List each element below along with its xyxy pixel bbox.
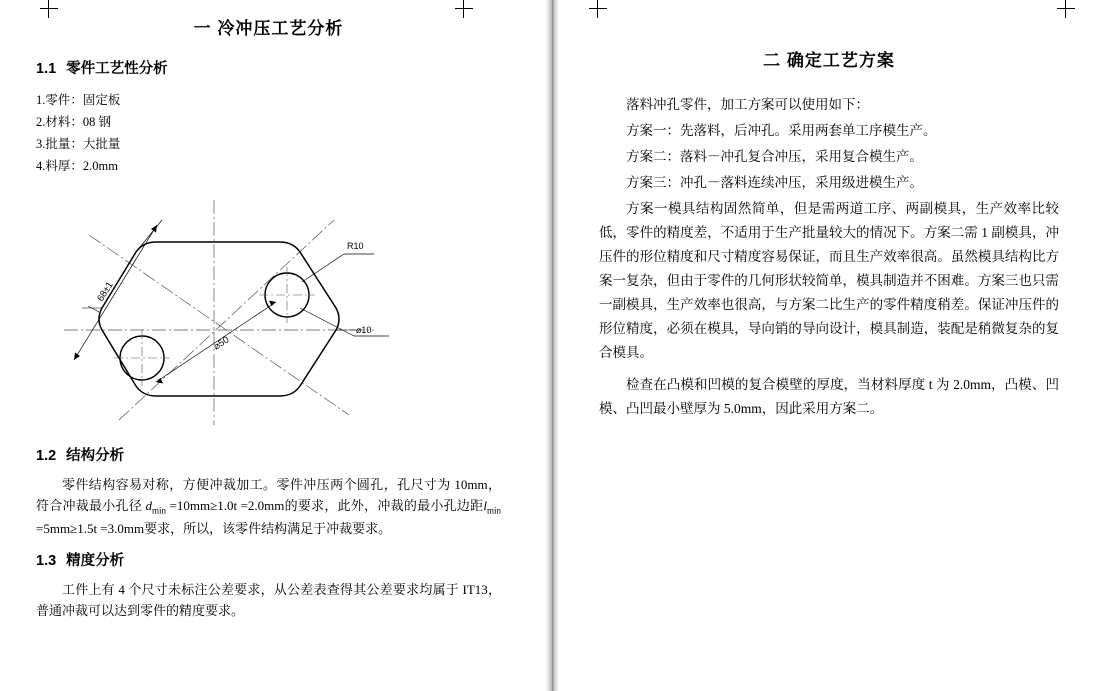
scheme-two-paragraph: 方案二：落料－冲孔复合冲压，采用复合模生产。 — [626, 149, 923, 165]
crop-mark — [589, 8, 607, 9]
paragraph-text-part2: =10mm≥1.0t =2.0mm的要求，此外，冲裁的最小孔边距 — [166, 497, 484, 513]
section-heading-1-1 — [36, 57, 501, 78]
left-page-content — [36, 14, 501, 627]
list-item: 1.零件：固定板 — [36, 93, 121, 107]
symbol-l-subscript: min — [486, 505, 501, 516]
part-engineering-drawing — [44, 190, 444, 430]
right-page-content — [599, 40, 1059, 423]
page-title: 二 确定工艺方案 — [763, 51, 895, 70]
right-page — [559, 0, 1105, 691]
scheme-intro-paragraph: 落料冲孔零件，加工方案可以使用如下： — [626, 97, 869, 112]
section-number: 1.2 — [36, 447, 57, 464]
precision-analysis-paragraph: 工件上有 4 个尺寸未标注公差要求，从公差表查得其公差要求均属于 IT13，普通冲裁可以达到零件的精度要求。 — [36, 581, 501, 618]
page-binding-gutter — [545, 0, 559, 691]
structure-analysis-paragraph — [36, 474, 501, 539]
list-item: 4.料厚：2.0mm — [36, 158, 118, 173]
scheme-three-paragraph: 方案三：冲孔－落料连续冲压，采用级进模生产。 — [626, 175, 923, 191]
section-title: 结构分析 — [66, 447, 125, 464]
symbol-d-subscript: min — [152, 505, 167, 516]
crop-mark — [40, 8, 58, 9]
paragraph-text-part1: 零件结构容易对称，方便冲裁加工。零件冲压两个圆孔，孔尺寸为 10mm，符合冲裁最小孔径 — [36, 476, 501, 513]
section-title: 精度分析 — [66, 552, 125, 569]
crop-mark — [1065, 0, 1066, 18]
paragraph-text-part3: =5mm≥1.5t =3.0mm要求，所以，该零件结构满足于冲裁要求。 — [36, 520, 392, 536]
scheme-one-paragraph: 方案一：先落料，后冲孔。采用两套单工序模生产。 — [626, 123, 937, 139]
wall-thickness-paragraph: 检查在凸模和凹模的复合模壁的厚度，当材料厚度 t 为 2.0mm，凸模、凹模、凸凹最小壁厚为 5.0mm，因此采用方案二。 — [599, 377, 1059, 417]
drawing-label-center-dia: ⌀50 — [211, 333, 232, 353]
section-heading-1-3 — [36, 549, 501, 570]
part-spec-list — [36, 90, 501, 178]
drawing-label-radius: R10 — [347, 240, 364, 251]
section-heading-1-2 — [36, 444, 501, 465]
crop-mark — [1057, 8, 1075, 9]
scheme-comparison-paragraph: 方案一模具结构固然简单，但是需两道工序、两副模具，生产效率比较低，零件的精度差，不适用于生产批量较大的情况下。方案二需 1 副模具，冲压件的形位精度和尺寸精度容易保证，而且生产效率很高。虽然模具结构比方案一复杂，但由于零件的几何形状较简单，模具制造并不困难。方案三也只需一副模具，生产效率也很高，与方案二比生产的零件精度稍差。保证冲压件的形位精度，必须在模具，导向销的导向设计，模具制造，装配是稍微复杂的复合模具。 — [599, 201, 1059, 361]
crop-mark — [597, 0, 598, 18]
list-item: 2.材料：08 钢 — [36, 114, 112, 129]
page-title: 一 冷冲压工艺分析 — [193, 19, 344, 38]
crop-mark — [455, 8, 473, 9]
section-title: 零件工艺性分析 — [66, 61, 168, 77]
drawing-label-width: 68±1 — [95, 279, 116, 304]
symbol-d: d — [145, 497, 152, 513]
section-number: 1.3 — [36, 552, 57, 569]
drawing-label-hole-dia: ⌀10 — [356, 324, 372, 335]
symbol-l: l — [483, 497, 487, 513]
left-page — [0, 0, 545, 691]
section-number: 1.1 — [36, 61, 57, 77]
list-item: 3.批量：大批量 — [36, 136, 121, 151]
